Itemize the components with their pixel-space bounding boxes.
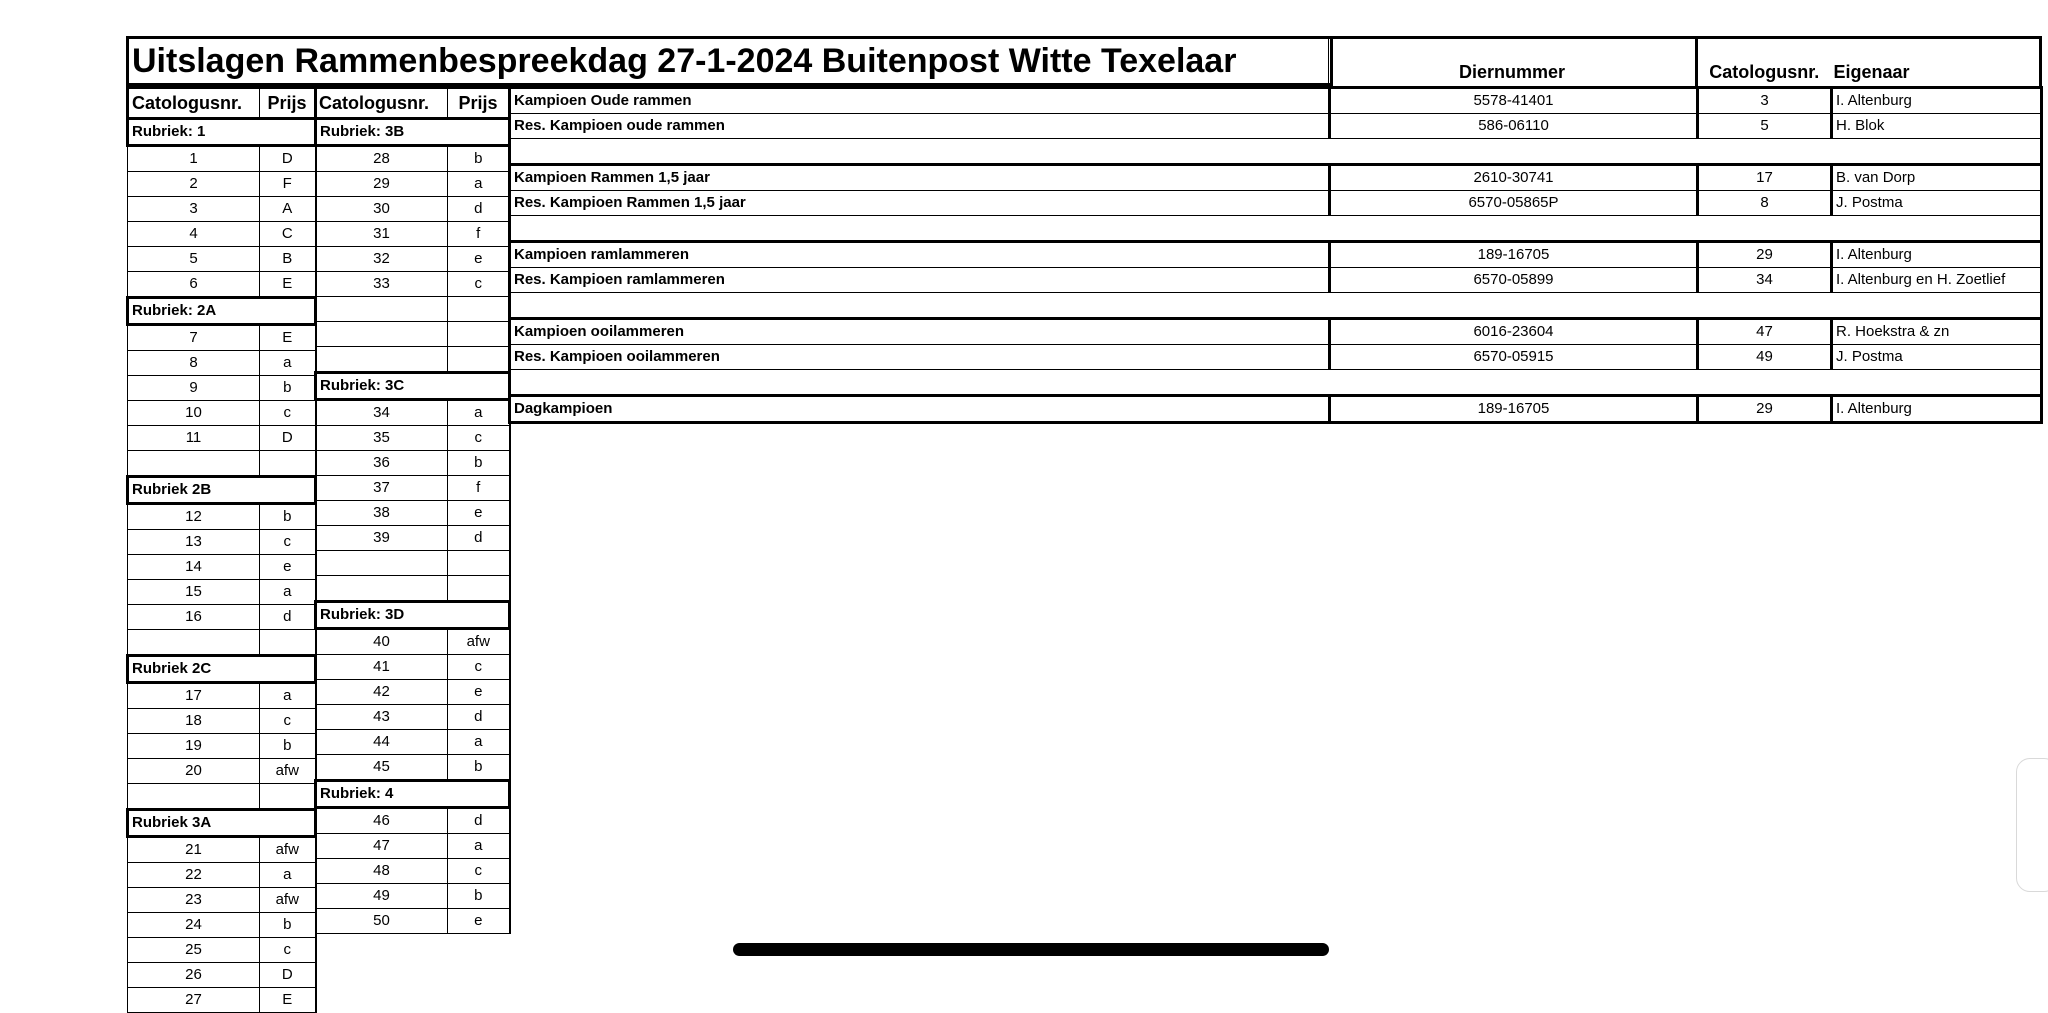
left-result-row <box>128 247 316 272</box>
left-catalogusnr-cell: 27 <box>128 988 260 1013</box>
mid-prijs-cell <box>448 297 510 322</box>
mid-section-label: Rubriek: 3D <box>316 602 510 629</box>
champions-body <box>510 88 2042 423</box>
mid-prijs-cell: c <box>448 426 510 451</box>
champion-eigenaar: I. Altenburg <box>1832 242 2042 268</box>
mid-prijs-cell: c <box>448 655 510 680</box>
left-result-row <box>128 863 316 888</box>
left-catalogusnr-cell <box>128 451 260 477</box>
left-section-label: Rubriek: 2A <box>128 298 316 325</box>
left-section-row <box>128 119 316 146</box>
champion-row <box>510 88 2042 114</box>
champion-row <box>510 345 2042 370</box>
mid-prijs-cell: b <box>448 755 510 781</box>
left-result-row <box>128 555 316 580</box>
champion-diernummer: 189-16705 <box>1330 396 1698 423</box>
mid-result-row <box>316 730 510 755</box>
mid-prijs-cell: a <box>448 172 510 197</box>
mid-section-row <box>316 119 510 146</box>
mid-prijs-cell: c <box>448 859 510 884</box>
mid-prijs-cell: d <box>448 197 510 222</box>
mid-catalogusnr-cell: 29 <box>316 172 448 197</box>
left-result-row <box>128 938 316 963</box>
champion-eigenaar: I. Altenburg <box>1832 396 2042 423</box>
left-result-row <box>128 222 316 247</box>
champion-eigenaar: B. van Dorp <box>1832 165 2042 191</box>
mid-result-row <box>316 680 510 705</box>
mid-result-row <box>316 347 510 373</box>
left-prijs-cell <box>260 630 316 656</box>
mid-result-row <box>316 755 510 781</box>
left-catalogusnr-cell: 18 <box>128 709 260 734</box>
champion-title: Kampioen ramlammeren <box>510 242 1330 268</box>
left-catalogusnr-cell: 8 <box>128 351 260 376</box>
left-catalogusnr-cell: 4 <box>128 222 260 247</box>
mid-prijs-cell <box>448 347 510 373</box>
left-catalogusnr-cell: 2 <box>128 172 260 197</box>
left-catalogusnr-cell: 20 <box>128 759 260 784</box>
mid-catalogusnr-cell: 35 <box>316 426 448 451</box>
champion-catalogusnr: 8 <box>1698 191 1832 216</box>
mid-prijs-cell: e <box>448 909 510 934</box>
mid-result-row <box>316 551 510 576</box>
left-catalogusnr-cell: 24 <box>128 913 260 938</box>
left-prijs-cell: b <box>260 734 316 759</box>
side-panel-handle[interactable] <box>2016 758 2048 892</box>
left-prijs-cell: E <box>260 988 316 1013</box>
mid-result-row <box>316 146 510 172</box>
left-result-row <box>128 197 316 222</box>
mid-result-row <box>316 576 510 602</box>
mid-result-row <box>316 629 510 655</box>
mid-result-row <box>316 322 510 347</box>
left-result-row <box>128 146 316 172</box>
left-catalogusnr-cell: 22 <box>128 863 260 888</box>
left-catalogusnr-cell: 15 <box>128 580 260 605</box>
left-prijs-cell: F <box>260 172 316 197</box>
left-prijs-cell: a <box>260 863 316 888</box>
mid-catalogusnr-cell: 30 <box>316 197 448 222</box>
mid-catalogusnr-cell: 45 <box>316 755 448 781</box>
mid-result-row <box>316 526 510 551</box>
left-prijs-cell: B <box>260 247 316 272</box>
mid-catalogusnr-cell: 37 <box>316 476 448 501</box>
mid-catalogusnr-cell: 40 <box>316 629 448 655</box>
champion-eigenaar: R. Hoekstra & zn <box>1832 319 2042 345</box>
mid-catalogusnr-cell <box>316 551 448 576</box>
left-prijs-cell: C <box>260 222 316 247</box>
mid-catalogusnr-cell: 50 <box>316 909 448 934</box>
left-catalogusnr-cell: 6 <box>128 272 260 298</box>
mid-result-row <box>316 834 510 859</box>
home-indicator-bar[interactable] <box>733 943 1329 956</box>
champion-catalogusnr: 5 <box>1698 114 1832 139</box>
champion-diernummer: 586-06110 <box>1330 114 1698 139</box>
header-diernummer: Diernummer <box>1329 38 1697 88</box>
mid-catalogusnr-cell: 48 <box>316 859 448 884</box>
left-result-row <box>128 988 316 1013</box>
mid-catalogusnr-cell: 49 <box>316 884 448 909</box>
mid-prijs-cell: c <box>448 272 510 297</box>
champion-title: Kampioen Oude rammen <box>510 88 1330 114</box>
left-catalogusnr-cell: 14 <box>128 555 260 580</box>
champion-title: Res. Kampioen ooilammeren <box>510 345 1330 370</box>
left-header-catalogusnr: Catologusnr. <box>128 88 260 119</box>
champion-diernummer: 6016-23604 <box>1330 319 1698 345</box>
mid-result-row <box>316 197 510 222</box>
champion-spacer-cell <box>510 370 2042 396</box>
left-catalogusnr-cell: 13 <box>128 530 260 555</box>
left-result-row <box>128 451 316 477</box>
left-catalogusnr-cell: 10 <box>128 401 260 426</box>
mid-section-label: Rubriek: 3C <box>316 373 510 400</box>
left-result-row <box>128 837 316 863</box>
champion-row <box>510 242 2042 268</box>
left-prijs-cell: a <box>260 351 316 376</box>
left-prijs-cell: D <box>260 146 316 172</box>
left-catalogusnr-cell: 21 <box>128 837 260 863</box>
left-catalogusnr-cell: 11 <box>128 426 260 451</box>
left-result-row <box>128 272 316 298</box>
left-prijs-cell: afw <box>260 759 316 784</box>
title-row <box>128 38 1332 85</box>
left-result-row <box>128 913 316 938</box>
left-catalogusnr-cell: 12 <box>128 504 260 530</box>
champion-catalogusnr: 47 <box>1698 319 1832 345</box>
champion-catalogusnr: 29 <box>1698 396 1832 423</box>
left-result-row <box>128 759 316 784</box>
left-catalogusnr-cell: 23 <box>128 888 260 913</box>
header-catalogusnr-right: Catologusnr. <box>1697 38 1831 88</box>
mid-header-prijs: Prijs <box>448 88 510 119</box>
left-section-label: Rubriek: 1 <box>128 119 316 146</box>
mid-section-label: Rubriek: 4 <box>316 781 510 808</box>
left-prijs-cell: d <box>260 605 316 630</box>
left-prijs-cell: E <box>260 325 316 351</box>
left-result-row <box>128 888 316 913</box>
champion-title: Res. Kampioen ramlammeren <box>510 268 1330 293</box>
champion-eigenaar: J. Postma <box>1832 345 2042 370</box>
left-prijs-cell: c <box>260 530 316 555</box>
left-catalogusnr-cell: 17 <box>128 683 260 709</box>
left-section-row <box>128 477 316 504</box>
mid-catalogusnr-cell: 34 <box>316 400 448 426</box>
left-header-prijs: Prijs <box>260 88 316 119</box>
left-section-row <box>128 298 316 325</box>
champion-spacer-cell <box>510 139 2042 165</box>
right-header-row <box>1329 38 2041 88</box>
mid-catalogusnr-cell: 36 <box>316 451 448 476</box>
mid-prijs-cell: d <box>448 526 510 551</box>
mid-prijs-cell: e <box>448 501 510 526</box>
left-catalogusnr-cell <box>128 784 260 810</box>
mid-prijs-cell: e <box>448 247 510 272</box>
left-section-label: Rubriek 2C <box>128 656 316 683</box>
mid-catalogusnr-cell: 31 <box>316 222 448 247</box>
left-prijs-cell: afw <box>260 837 316 863</box>
mid-prijs-cell: d <box>448 808 510 834</box>
mid-result-row <box>316 884 510 909</box>
left-catalogusnr-cell <box>128 630 260 656</box>
left-result-row <box>128 709 316 734</box>
mid-catalogusnr-cell: 32 <box>316 247 448 272</box>
mid-section-label: Rubriek: 3B <box>316 119 510 146</box>
champion-spacer-row <box>510 370 2042 396</box>
champion-spacer-row <box>510 216 2042 242</box>
left-result-row <box>128 683 316 709</box>
champion-eigenaar: I. Altenburg en H. Zoetlief <box>1832 268 2042 293</box>
left-result-row <box>128 963 316 988</box>
champion-diernummer: 6570-05865P <box>1330 191 1698 216</box>
mid-catalogusnr-cell: 39 <box>316 526 448 551</box>
mid-catalogusnr-cell <box>316 322 448 347</box>
champion-row <box>510 268 2042 293</box>
mid-result-row <box>316 705 510 730</box>
mid-prijs-cell: b <box>448 146 510 172</box>
champion-spacer-cell <box>510 293 2042 319</box>
champion-row <box>510 396 2042 423</box>
mid-result-row <box>316 859 510 884</box>
champion-diernummer: 6570-05915 <box>1330 345 1698 370</box>
champion-spacer-row <box>510 139 2042 165</box>
mid-prijs-cell: d <box>448 705 510 730</box>
right-header-table <box>1328 36 2042 88</box>
champion-spacer-cell <box>510 216 2042 242</box>
left-catalogusnr-cell: 7 <box>128 325 260 351</box>
mid-prijs-cell: a <box>448 400 510 426</box>
mid-prijs-cell: f <box>448 476 510 501</box>
left-prijs-cell: a <box>260 683 316 709</box>
mid-result-row <box>316 451 510 476</box>
champion-row <box>510 191 2042 216</box>
left-catalogusnr-cell: 5 <box>128 247 260 272</box>
left-section-label: Rubriek 3A <box>128 810 316 837</box>
mid-prijs-cell: a <box>448 834 510 859</box>
left-prijs-cell: D <box>260 963 316 988</box>
left-result-row <box>128 630 316 656</box>
header-eigenaar: Eigenaar <box>1831 38 2041 88</box>
mid-prijs-cell <box>448 322 510 347</box>
champion-title: Res. Kampioen oude rammen <box>510 114 1330 139</box>
left-prijs-cell: c <box>260 709 316 734</box>
left-result-row <box>128 605 316 630</box>
left-catalogusnr-cell: 9 <box>128 376 260 401</box>
mid-result-row <box>316 297 510 322</box>
champion-row <box>510 114 2042 139</box>
left-result-row <box>128 351 316 376</box>
left-catalogusnr-cell: 1 <box>128 146 260 172</box>
mid-prijs-cell: a <box>448 730 510 755</box>
mid-prijs-cell <box>448 576 510 602</box>
champion-catalogusnr: 29 <box>1698 242 1832 268</box>
left-result-row <box>128 401 316 426</box>
champion-title: Kampioen ooilammeren <box>510 319 1330 345</box>
champion-diernummer: 189-16705 <box>1330 242 1698 268</box>
mid-catalogusnr-cell: 43 <box>316 705 448 730</box>
left-prijs-cell: afw <box>260 888 316 913</box>
mid-result-row <box>316 909 510 934</box>
mid-header-row <box>316 88 510 119</box>
mid-prijs-cell: f <box>448 222 510 247</box>
mid-section-row <box>316 781 510 808</box>
champion-diernummer: 2610-30741 <box>1330 165 1698 191</box>
left-result-row <box>128 172 316 197</box>
left-result-row <box>128 325 316 351</box>
mid-catalogusnr-cell <box>316 576 448 602</box>
mid-result-row <box>316 222 510 247</box>
left-section-label: Rubriek 2B <box>128 477 316 504</box>
champion-catalogusnr: 34 <box>1698 268 1832 293</box>
left-prijs-cell: E <box>260 272 316 298</box>
mid-catalogusnr-cell <box>316 297 448 322</box>
left-catalogusnr-cell: 26 <box>128 963 260 988</box>
mid-catalogusnr-cell: 33 <box>316 272 448 297</box>
left-header-row <box>128 88 316 119</box>
left-catalogusnr-cell: 19 <box>128 734 260 759</box>
champion-spacer-row <box>510 293 2042 319</box>
mid-section-row <box>316 373 510 400</box>
left-result-row <box>128 734 316 759</box>
left-results-table <box>126 86 317 1013</box>
champion-title: Res. Kampioen Rammen 1,5 jaar <box>510 191 1330 216</box>
mid-result-row <box>316 172 510 197</box>
left-prijs-cell: D <box>260 426 316 451</box>
left-catalogusnr-cell: 3 <box>128 197 260 222</box>
champion-eigenaar: I. Altenburg <box>1832 88 2042 114</box>
mid-result-row <box>316 501 510 526</box>
mid-catalogusnr-cell: 28 <box>316 146 448 172</box>
champion-catalogusnr: 3 <box>1698 88 1832 114</box>
left-result-row <box>128 426 316 451</box>
mid-prijs-cell: b <box>448 451 510 476</box>
mid-catalogusnr-cell: 38 <box>316 501 448 526</box>
left-prijs-cell: A <box>260 197 316 222</box>
mid-result-row <box>316 426 510 451</box>
champion-diernummer: 5578-41401 <box>1330 88 1698 114</box>
champion-eigenaar: H. Blok <box>1832 114 2042 139</box>
champion-title: Dagkampioen <box>510 396 1330 423</box>
left-section-row <box>128 656 316 683</box>
champion-catalogusnr: 49 <box>1698 345 1832 370</box>
mid-catalogusnr-cell: 46 <box>316 808 448 834</box>
left-prijs-cell <box>260 784 316 810</box>
mid-prijs-cell: afw <box>448 629 510 655</box>
title-table <box>126 36 1333 86</box>
left-prijs-cell: c <box>260 401 316 426</box>
mid-catalogusnr-cell: 42 <box>316 680 448 705</box>
mid-results-table <box>314 86 511 934</box>
left-section-row <box>128 810 316 837</box>
mid-result-row <box>316 808 510 834</box>
left-prijs-cell: c <box>260 938 316 963</box>
page-title: Uitslagen Rammenbespreekdag 27-1-2024 Buitenpost Witte Texelaar <box>128 38 1332 85</box>
left-catalogusnr-cell: 25 <box>128 938 260 963</box>
left-catalogusnr-cell: 16 <box>128 605 260 630</box>
champion-diernummer: 6570-05899 <box>1330 268 1698 293</box>
left-result-row <box>128 784 316 810</box>
champion-row <box>510 165 2042 191</box>
mid-result-row <box>316 400 510 426</box>
champion-title: Kampioen Rammen 1,5 jaar <box>510 165 1330 191</box>
left-results-body <box>128 88 316 1013</box>
left-prijs-cell: b <box>260 376 316 401</box>
left-prijs-cell: b <box>260 913 316 938</box>
mid-catalogusnr-cell: 41 <box>316 655 448 680</box>
mid-section-row <box>316 602 510 629</box>
champion-eigenaar: J. Postma <box>1832 191 2042 216</box>
champion-catalogusnr: 17 <box>1698 165 1832 191</box>
mid-result-row <box>316 655 510 680</box>
left-prijs-cell: a <box>260 580 316 605</box>
mid-results-body <box>316 88 510 934</box>
left-prijs-cell: e <box>260 555 316 580</box>
mid-prijs-cell: e <box>448 680 510 705</box>
mid-result-row <box>316 272 510 297</box>
mid-result-row <box>316 247 510 272</box>
mid-header-catalogusnr: Catologusnr. <box>316 88 448 119</box>
mid-catalogusnr-cell: 44 <box>316 730 448 755</box>
champions-table <box>508 86 2043 424</box>
left-prijs-cell: b <box>260 504 316 530</box>
champion-row <box>510 319 2042 345</box>
mid-result-row <box>316 476 510 501</box>
left-result-row <box>128 504 316 530</box>
mid-prijs-cell: b <box>448 884 510 909</box>
left-result-row <box>128 376 316 401</box>
mid-prijs-cell <box>448 551 510 576</box>
mid-catalogusnr-cell: 47 <box>316 834 448 859</box>
left-result-row <box>128 530 316 555</box>
mid-catalogusnr-cell <box>316 347 448 373</box>
left-prijs-cell <box>260 451 316 477</box>
left-result-row <box>128 580 316 605</box>
